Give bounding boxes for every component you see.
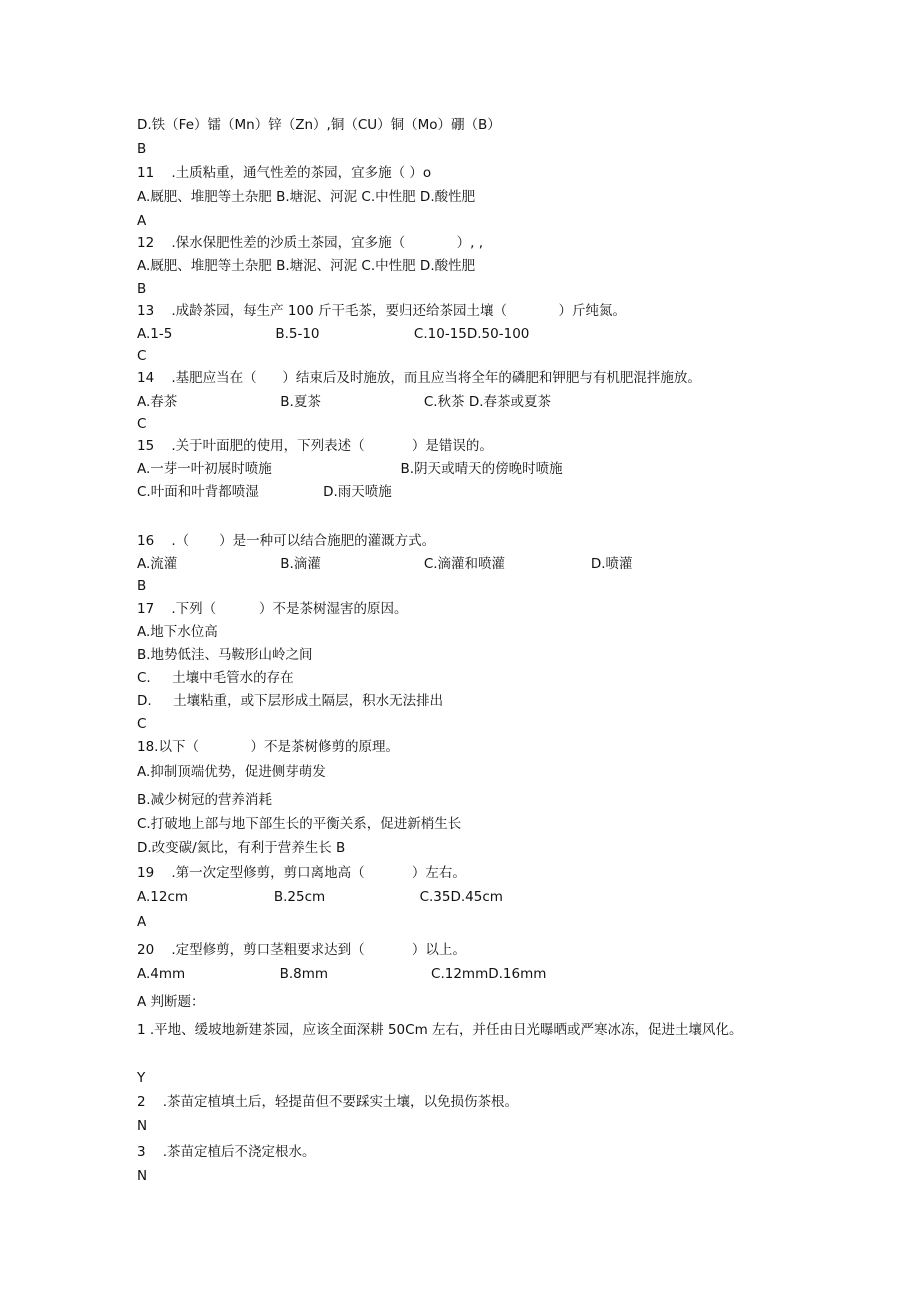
option-line: A.4mm B.8mm C.12mmD.16mm bbox=[137, 966, 547, 982]
answer-line: B bbox=[137, 281, 147, 297]
answer-line: B bbox=[137, 141, 147, 157]
option-line: D.铁（Fe）镭（Mn）锌（Zn）,铜（CU）铜（Mo）硼（B） bbox=[137, 117, 501, 133]
option-line: A.厩肥、堆肥等土杂肥 B.塘泥、河泥 C.中性肥 D.酸性肥 bbox=[137, 189, 476, 205]
option-line: A.地下水位高 bbox=[137, 624, 218, 640]
option-line: A.春茶 B.夏茶 C.秋茶 D.春茶或夏茶 bbox=[137, 394, 552, 410]
answer-line: C bbox=[137, 416, 147, 432]
question-line: 2 .茶苗定植填土后，轻提苗但不要踩实土壤，以免损伤茶根。 bbox=[137, 1094, 519, 1110]
option-line: B.地势低洼、马鞍形山岭之间 bbox=[137, 647, 313, 663]
section-heading: A 判断题： bbox=[137, 994, 205, 1010]
question-line: 14 .基肥应当在（ ）结束后及时施放，而且应当将全年的磷肥和钾肥与有机肥混拌施放。 bbox=[137, 370, 701, 386]
option-line: A.12cm B.25cm C.35D.45cm bbox=[137, 889, 503, 905]
option-line: B.减少树冠的营养消耗 bbox=[137, 792, 273, 808]
option-line: D. 土壤粘重，或下层形成土隔层，积水无法排出 bbox=[137, 693, 444, 709]
option-line: A.抑制顶端优势，促进侧芽萌发 bbox=[137, 764, 326, 780]
question-line: 11 .土质粘重，通气性差的茶园，宜多施（ ）o bbox=[137, 165, 432, 181]
answer-line: A bbox=[137, 213, 147, 229]
option-line: A.一芽一叶初展时喷施 B.阴天或晴天的傍晚时喷施 bbox=[137, 461, 563, 477]
option-line: A.流灌 B.滴灌 C.滴灌和喷灌 D.喷灌 bbox=[137, 556, 633, 572]
option-line: D.改变碳/氮比，有利于营养生长 B bbox=[137, 840, 346, 856]
question-line: 16 .（ ）是一种可以结合施肥的灌溉方式。 bbox=[137, 533, 436, 549]
question-line: 19 .第一次定型修剪，剪口离地高（ ）左右。 bbox=[137, 865, 466, 881]
question-line: 15 .关于叶面肥的使用，下列表述（ ）是错误的。 bbox=[137, 438, 493, 454]
question-line: 17 .下列（ ）不是茶树湿害的原因。 bbox=[137, 601, 408, 617]
question-line: 20 .定型修剪，剪口茎粗要求达到（ ）以上。 bbox=[137, 942, 466, 958]
option-line: C.叶面和叶背都喷湿 D.雨天喷施 bbox=[137, 484, 392, 500]
answer-line: N bbox=[137, 1118, 148, 1134]
answer-line: B bbox=[137, 578, 147, 594]
question-line: 3 .茶苗定植后不浇定根水。 bbox=[137, 1144, 316, 1160]
option-line: C. 土壤中毛管水的存在 bbox=[137, 670, 294, 686]
answer-line: C bbox=[137, 716, 147, 732]
answer-line: A bbox=[137, 914, 147, 930]
answer-line: C bbox=[137, 348, 147, 364]
option-line: A.厩肥、堆肥等土杂肥 B.塘泥、河泥 C.中性肥 D.酸性肥 bbox=[137, 258, 476, 274]
answer-line: Y bbox=[137, 1070, 146, 1086]
question-line: 13 .成龄茶园，每生产 100 斤干毛茶，要归还给茶园土壤（ ）斤纯氮。 bbox=[137, 303, 626, 319]
question-line: 18.以下（ ）不是茶树修剪的原理。 bbox=[137, 739, 399, 755]
question-line: 12 .保水保肥性差的沙质土茶园，宜多施（ ）, , bbox=[137, 235, 484, 251]
question-line: 1 .平地、缓坡地新建茶园，应该全面深耕 50Cm 左右，并任由日光曝晒或严寒冰冻，促进土壤风化。 bbox=[137, 1022, 743, 1038]
option-line: C.打破地上部与地下部生长的平衡关系，促进新梢生长 bbox=[137, 816, 462, 832]
option-line: A.1-5 B.5-10 C.10-15D.50-100 bbox=[137, 326, 530, 342]
answer-line: N bbox=[137, 1168, 148, 1184]
